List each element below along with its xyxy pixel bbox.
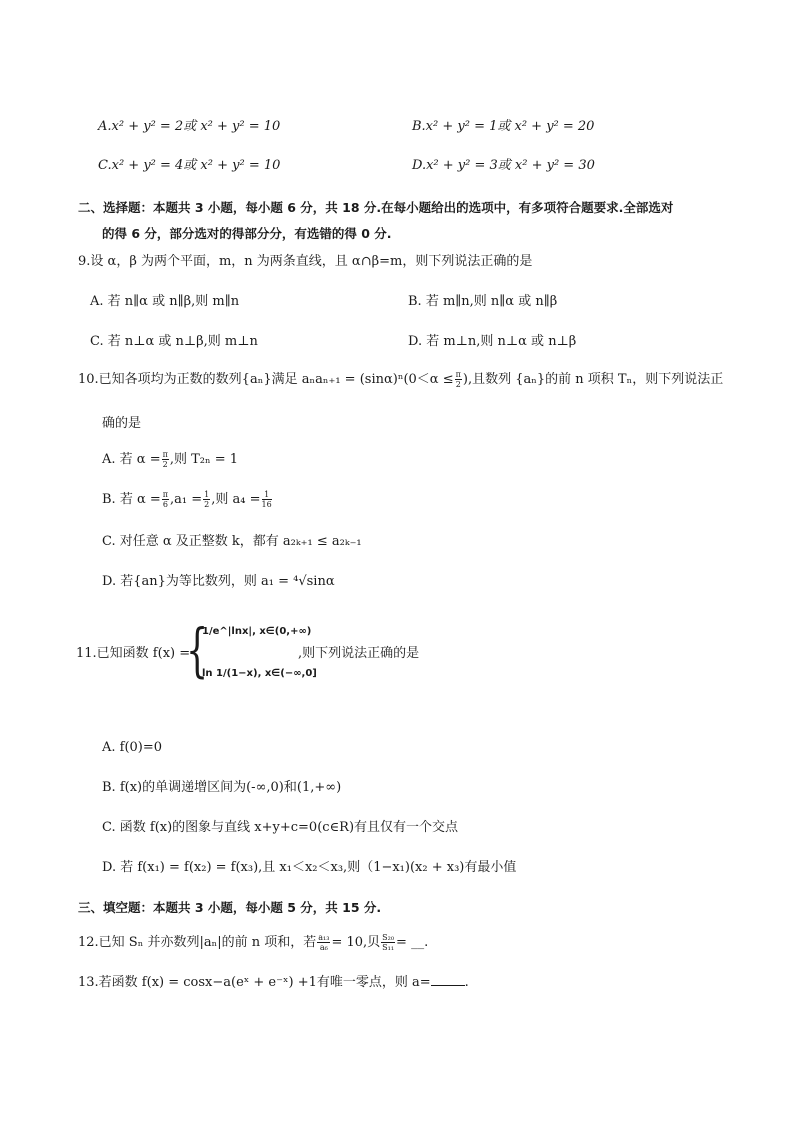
q10-stem-part2: ),且数列 {aₙ}的前 n 项积 Tₙ，则下列说法正 (462, 372, 724, 387)
answer-blank[interactable] (431, 973, 465, 986)
q10-stem-line2: 确的是 (102, 416, 142, 431)
q9-option-b: B. 若 m∥n,则 n∥α 或 n∥β (408, 294, 558, 309)
q10-option-c: C. 对任意 α 及正整数 k，都有 a₂ₖ₊₁ ≤ a₂ₖ₋₁ (102, 534, 362, 549)
q9-option-a: A. 若 n∥α 或 n∥β,则 m∥n (90, 294, 240, 309)
left-brace-icon: { (186, 616, 209, 684)
q11-piecewise-function (186, 616, 317, 690)
q11-option-d: D. 若 f(x₁) = f(x₂) = f(x₃),且 x₁＜x₂＜x₃,则（1−x₁)(x₂ + x₃)有最小值 (102, 860, 517, 875)
q10-option-a: A. 若 α = $\frac{\pi}{2}$ ,则 T₂ₙ = 1 (102, 450, 239, 469)
q11-piece-2: ln 1/(1−x), x∈(−∞,0] (202, 668, 317, 679)
q10-stem-part1: 10.已知各项均为正数的数列{aₙ}满足 aₙaₙ₊₁ = (sinα)ⁿ(0＜α ≤ (78, 372, 454, 387)
q11-option-b: B. f(x)的单调递增区间为(-∞,0)和(1,+∞) (102, 780, 342, 795)
q8-option-b: B.x² + y² = 1或 x² + y² = 20 (412, 119, 595, 134)
q9-option-d: D. 若 m⊥n,则 n⊥α 或 n⊥β (408, 334, 577, 349)
q9-stem: 9.设 α，β 为两个平面，m，n 为两条直线，且 α∩β=m，则下列说法正确的是 (78, 254, 533, 269)
q10-stem (78, 370, 723, 390)
q12-stem: 12.已知 Sₙ 并亦数列|aₙ|的前 n 项和，若 $\frac{\text{a₁₃}}{\text{a₆}}$ = 10,贝 $\frac{\text{S₂₀}}{\text{S₁₁}}$ = __. (78, 933, 429, 952)
section2-heading-line2: 的得 6 分，部分选对的得部分分，有选错的得 0 分. (102, 226, 392, 241)
q10-option-b: B. 若 α = $\frac{\pi}{6}$ ,a₁ = $\frac{1}{2}$ ,则 a₄ = $\frac{1}{16}$ (102, 490, 272, 509)
q11-option-a: A. f(0)=0 (102, 740, 163, 755)
q11-stem-prefix: 11.已知函数 f(x) = (76, 646, 191, 661)
q11-piece-1: 1/e^|lnx|, x∈(0,+∞) (202, 626, 312, 637)
q11-option-c: C. 函数 f(x)的图象与直线 x+y+c=0(c∈R)有且仅有一个交点 (102, 820, 459, 835)
q10-option-d: D. 若{an}为等比数列，则 a₁ = ⁴√sinα (102, 574, 335, 589)
q10-stem-fraction: $\frac{\pi}{2}$ (455, 370, 461, 389)
section3-heading: 三、填空题：本题共 3 小题，每小题 5 分，共 15 分. (78, 900, 382, 915)
q9-option-c: C. 若 n⊥α 或 n⊥β,则 m⊥n (90, 334, 258, 349)
q13-stem: 13.若函数 f(x) = cosx−a(eˣ + e⁻ˣ) +1有唯一零点，则 a= . (78, 975, 469, 990)
q8-option-a: A.x² + y² = 2或 x² + y² = 10 (98, 119, 281, 134)
q11-stem-suffix: ,则下列说法正确的是 (298, 646, 420, 661)
section2-heading-line1: 二、选择题：本题共 3 小题，每小题 6 分，共 18 分.在每小题给出的选项中，有多项符合题要求.全部选对 (78, 200, 674, 215)
q8-option-d: D.x² + y² = 3或 x² + y² = 30 (412, 158, 595, 173)
q8-option-c: C.x² + y² = 4或 x² + y² = 10 (98, 158, 281, 173)
